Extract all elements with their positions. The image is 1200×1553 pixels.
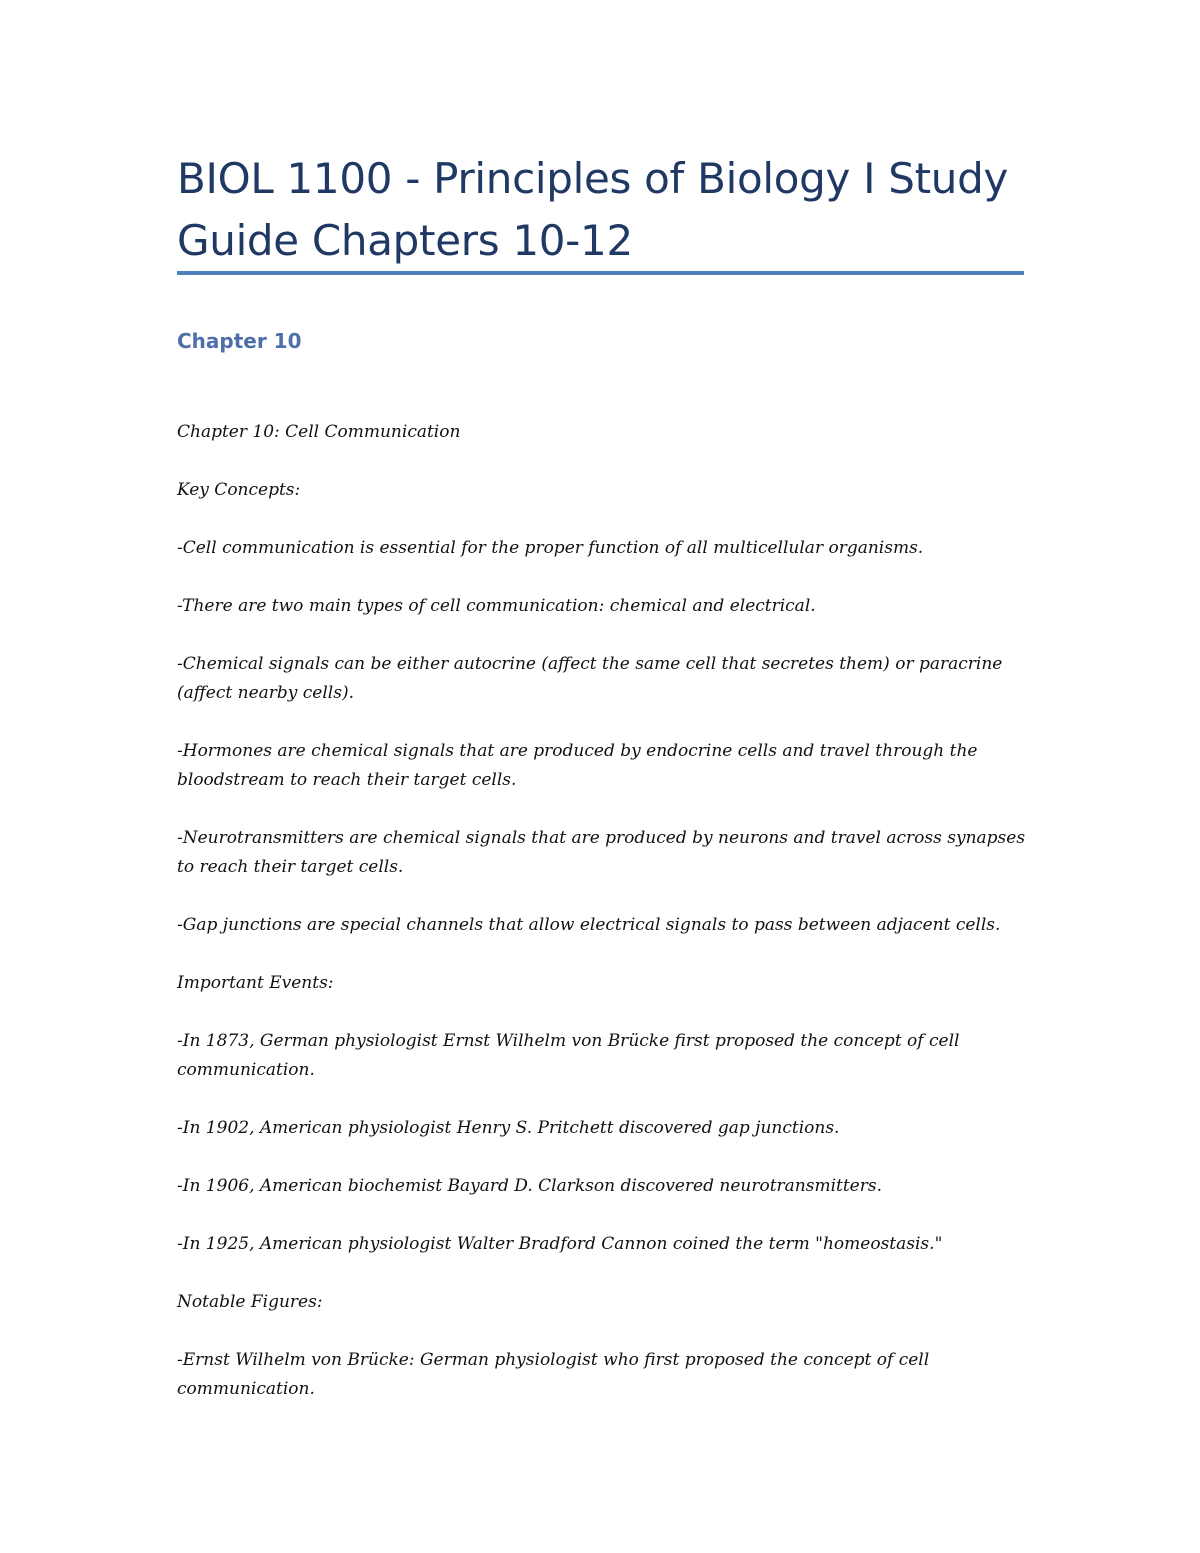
paragraph: -Ernst Wilhelm von Brücke: German physiologist who first proposed the concept of cell communication.: [177, 1350, 930, 1399]
chapter-heading: Chapter 10: [177, 329, 302, 353]
paragraph: -In 1925, American physiologist Walter Bradford Cannon coined the term "homeostasis.": [177, 1234, 943, 1254]
paragraph: -Cell communication is essential for the proper function of all multicellular organisms.: [177, 538, 924, 558]
paragraph: -Neurotransmitters are chemical signals that are produced by neurons and travel across synapses to reach their target cells.: [177, 828, 1026, 877]
document-title: BIOL 1100 - Principles of Biology I Study Guide Chapters 10-12: [177, 154, 1009, 265]
paragraph: -Hormones are chemical signals that are produced by endocrine cells and travel through the bloodstream to reach their target cells.: [177, 741, 978, 790]
paragraph: -In 1906, American biochemist Bayard D. Clarkson discovered neurotransmitters.: [177, 1176, 883, 1196]
section-title: Chapter 10: Cell Communication: [177, 422, 461, 442]
paragraph: -In 1902, American physiologist Henry S. Pritchett discovered gap junctions.: [177, 1118, 840, 1138]
title-underline: [177, 271, 1024, 275]
key-concepts-label: Key Concepts:: [177, 480, 301, 500]
paragraph: -Chemical signals can be either autocrine (affect the same cell that secretes them) or paracrine (affect nearby cells).: [177, 654, 1003, 703]
important-events-label: Important Events:: [177, 973, 334, 993]
paragraph: -Gap junctions are special channels that allow electrical signals to pass between adjacent cells.: [177, 915, 1001, 935]
paragraph: -There are two main types of cell communication: chemical and electrical.: [177, 596, 816, 616]
notable-figures-label: Notable Figures:: [177, 1292, 323, 1312]
paragraph: -In 1873, German physiologist Ernst Wilhelm von Brücke first proposed the concept of cell communication.: [177, 1031, 960, 1080]
